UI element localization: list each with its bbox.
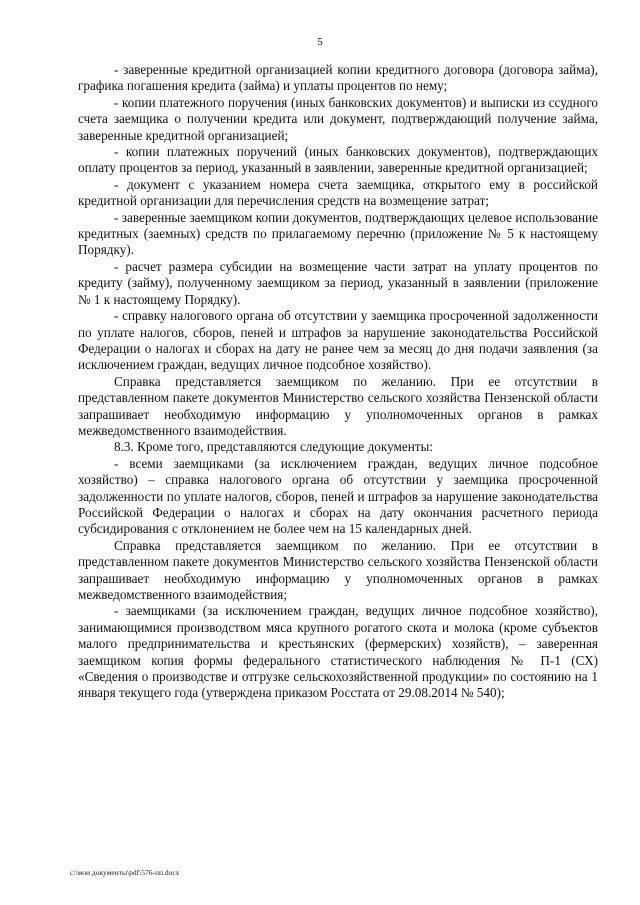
paragraph: - копии платежного поручения (иных банковских документов) и выписки из ссудного счета заемщика о получении кредита или документ, подтверждающий получение займа, заверенные кредитной организацией; bbox=[78, 94, 598, 143]
paragraph: - всеми заемщиками (за исключением граждан, ведущих личное подсобное хозяйство) – справка налогового органа об отсутствии у заемщика просроченной задолженности по уплате налогов, сборов, пеней и штрафов за нарушение законодательства Российской Федерации о налогах и сборах на дату окончания расчетного периода субсидирования с отклонением не более чем на 15 календарных дней. bbox=[78, 455, 598, 537]
paragraph: - расчет размера субсидии на возмещение части затрат на уплату процентов по кредиту (займу), полученному заемщиком за период, указанный в заявлении (приложение № 1 к настоящему Порядку). bbox=[78, 258, 598, 307]
document-body bbox=[78, 62, 598, 702]
paragraph: Справка представляется заемщиком по желанию. При ее отсутствии в представленном пакете документов Министерство сельского хозяйства Пензенской области запрашивает необходимую информацию у уполномоченных органов в рамках межведомственного взаимодействия; bbox=[78, 537, 598, 602]
footer-file-path: c:\мои документы\pdf\576-пп.docx bbox=[70, 868, 180, 877]
paragraph: - заверенные кредитной организацией копии кредитного договора (договора займа), графика погашения кредита (займа) и уплаты процентов по нему; bbox=[78, 62, 598, 94]
paragraph: - копии платежных поручений (иных банковских документов), подтверждающих оплату процентов за период, указанный в заявлении, заверенные кредитной организацией; bbox=[78, 144, 598, 176]
paragraph: - справку налогового органа об отсутствии у заемщика просроченной задолженности по уплате налогов, сборов, пеней и штрафов за нарушение законодательства Российской Федерации о налогах и сборах на дату не ранее чем за месяц до дня подачи заявления (за исключением граждан, ведущих личное подсобное хозяйство). bbox=[78, 308, 598, 373]
page-number: 5 bbox=[317, 36, 323, 48]
paragraph: - документ с указанием номера счета заемщика, открытого ему в российской кредитной организации для перечисления средств на возмещение затрат; bbox=[78, 176, 598, 209]
paragraph: - заверенные заемщиком копии документов, подтверждающих целевое использование кредитных (заемных) средств по прилагаемому перечню (приложение № 5 к настоящему Порядку). bbox=[78, 209, 598, 258]
paragraph: - заемщиками (за исключением граждан, ведущих личное подсобное хозяйство), занимающимися производством мяса крупного рогатого скота и молока (кроме субъектов малого предпринимательства и крестьянских (фермерских) хозяйств), – заверенная заемщиком копия формы федерального статистического наблюдения № П-1 (СХ) «Сведения о производстве и отгрузке сельскохозяйственной продукции» по состоянию на 1 января текущего года (утверждена приказом Росстата от 29.08.2014 № 540); bbox=[78, 603, 598, 701]
paragraph: Справка представляется заемщиком по желанию. При ее отсутствии в представленном пакете документов Министерство сельского хозяйства Пензенской области запрашивает необходимую информацию у уполномоченных органов в рамках межведомственного взаимодействия. bbox=[78, 373, 598, 438]
paragraph: 8.3. Кроме того, представляются следующие документы: bbox=[114, 439, 434, 455]
